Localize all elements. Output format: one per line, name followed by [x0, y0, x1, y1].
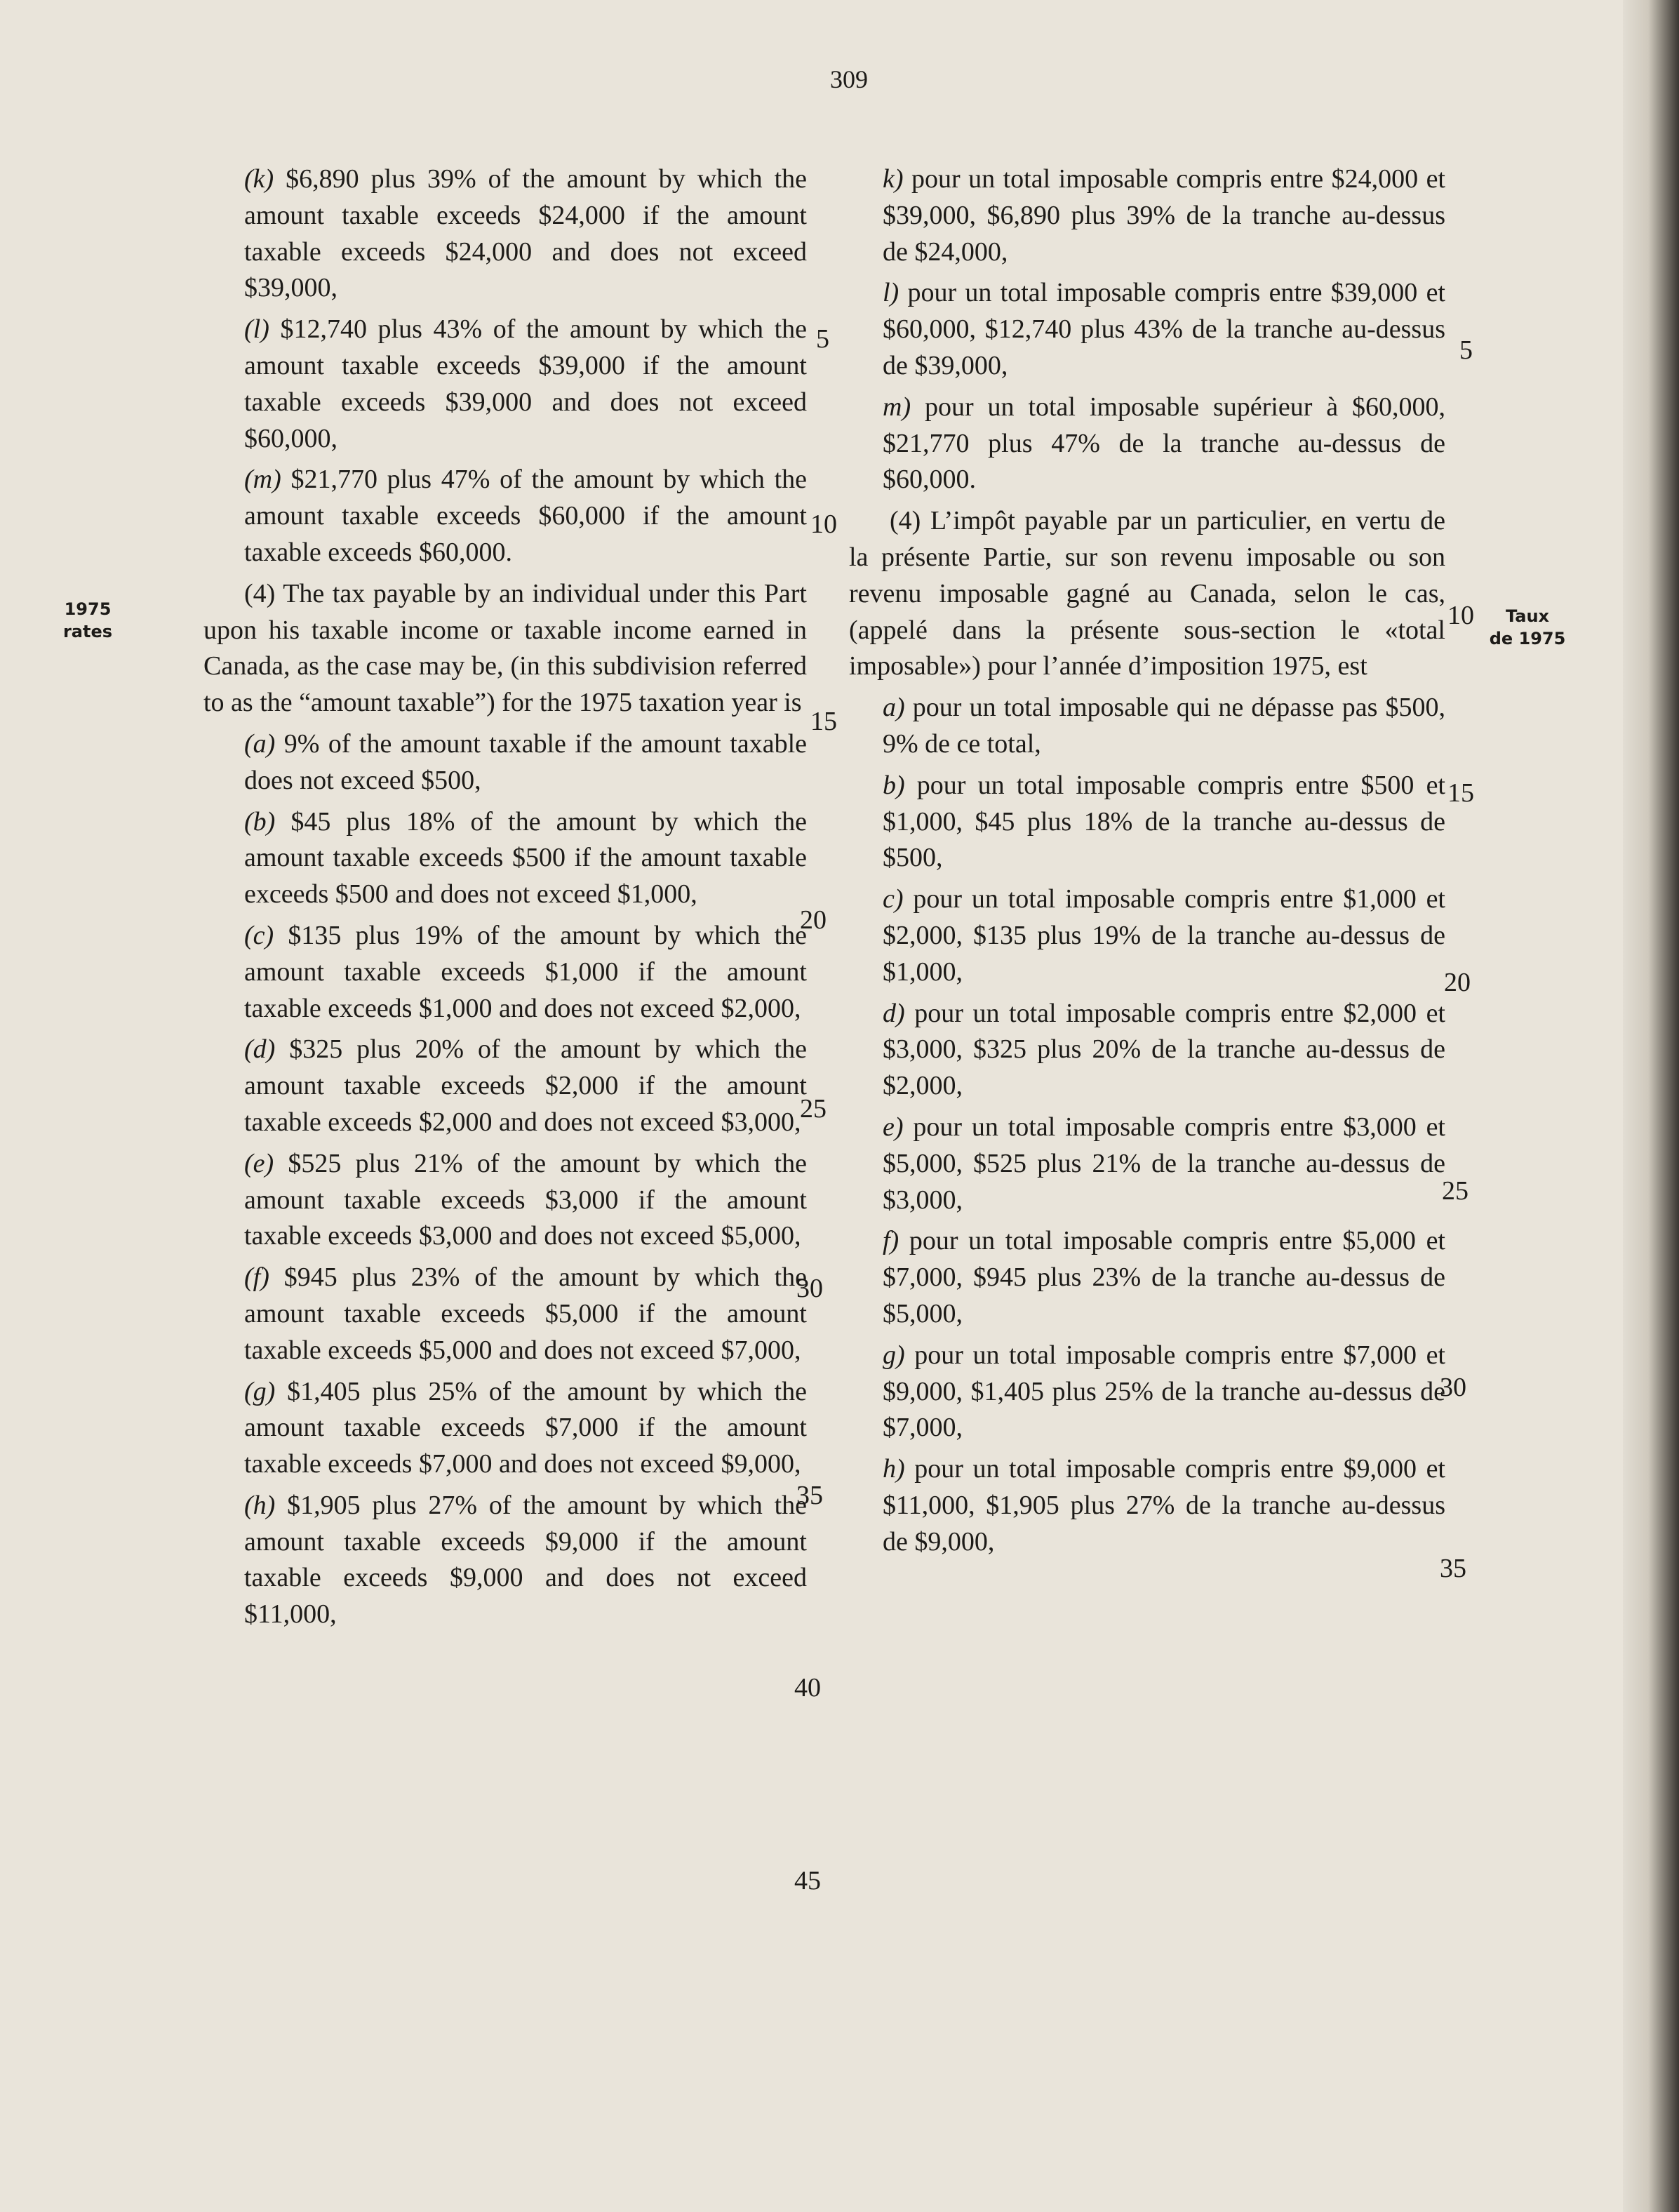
paragraph-text: pour un total imposable compris entre $7,000 et $9,000, $1,405 plus 25% de la tranche au-dessus de $7,000,	[883, 1340, 1445, 1443]
margin-note-line: rates	[62, 622, 113, 641]
paragraph-text: $45 plus 18% of the amount by which the amount taxable exceeds $500 if the amount taxable exceeds $500 and does not exceed $1,000,	[244, 806, 807, 910]
paragraph-label: a)	[883, 693, 905, 723]
english-column	[203, 161, 807, 1638]
paragraph-label: (f)	[244, 1262, 269, 1293]
paragraph-text: (4) The tax payable by an individual under this Part upon his taxable income or taxable income earned in Canada, as the case may be, (in this subdivision referred to as the “amount taxable”) for the 1975 taxation year is	[203, 578, 807, 718]
alinea-k	[883, 161, 1445, 270]
page-number: 309	[830, 65, 868, 93]
paragraph-label: (l)	[244, 314, 269, 345]
paragraph-text: $325 plus 20% of the amount by which the amount taxable exceeds $2,000 if the amount taxable exceeds $2,000 and does not exceed $3,000,	[244, 1034, 807, 1137]
paragraph-label: (m)	[244, 465, 281, 495]
paragraphe-4	[849, 503, 1445, 685]
line-number: 45	[794, 1866, 821, 1895]
paragraph-e	[244, 1146, 807, 1255]
line-number: 20	[800, 905, 827, 935]
paragraph-label: f)	[883, 1226, 899, 1256]
line-number: 15	[810, 707, 837, 736]
paragraph-text: $135 plus 19% of the amount by which the amount taxable exceeds $1,000 if the amount taxable exceeds $1,000 and does not exceed $2,000,	[244, 920, 807, 1023]
paragraph-g	[244, 1374, 807, 1483]
paragraph-label: d)	[883, 998, 905, 1028]
paragraph-h	[244, 1488, 807, 1633]
paragraph-label: c)	[883, 884, 904, 914]
paragraph-label: (k)	[244, 164, 274, 194]
paragraph-label: (e)	[244, 1148, 274, 1178]
paragraph-text: pour un total imposable compris entre $39,000 et $60,000, $12,740 plus 43% de la tranche au-dessus de $39,000,	[883, 278, 1445, 380]
alinea-m	[883, 389, 1445, 498]
line-number: 5	[816, 324, 829, 354]
paragraph-text: pour un total imposable compris entre $9,000 et $11,000, $1,905 plus 27% de la tranche au-dessus de $9,000,	[883, 1454, 1445, 1557]
paragraph-a	[244, 726, 807, 799]
paragraph-b	[244, 804, 807, 913]
paragraph-l	[244, 312, 807, 457]
alinea-f	[883, 1223, 1445, 1332]
paragraph-text: $21,770 plus 47% of the amount by which the amount taxable exceeds $60,000 if the amount taxable exceeds $60,000.	[244, 465, 807, 567]
margin-note-line: Taux	[1505, 606, 1550, 626]
line-number: 40	[794, 1673, 821, 1703]
alinea-d	[883, 996, 1445, 1105]
alinea-h	[883, 1451, 1445, 1560]
paragraph-text: pour un total imposable compris entre $3,000 et $5,000, $525 plus 21% de la tranche au-dessus de $3,000,	[883, 1112, 1445, 1215]
paragraph-text: $12,740 plus 43% of the amount by which the amount taxable exceeds $39,000 if the amount taxable exceeds $39,000 and does not exceed $60,000,	[244, 314, 807, 453]
paragraph-label: k)	[883, 164, 904, 194]
paragraph-text: pour un total imposable compris entre $1,000 et $2,000, $135 plus 19% de la tranche au-dessus de $1,000,	[883, 884, 1445, 987]
paragraph-label: (h)	[244, 1490, 276, 1520]
line-number: 25	[1442, 1176, 1469, 1206]
paragraph-label: e)	[883, 1112, 904, 1142]
paragraph-text: pour un total imposable compris entre $500 et $1,000, $45 plus 18% de la tranche au-dessus de $500,	[883, 770, 1445, 873]
subsection-4	[203, 576, 807, 721]
paragraph-label: l)	[883, 278, 899, 308]
paragraph-text: $1,405 plus 25% of the amount by which the amount taxable exceeds $7,000 if the amount taxable exceeds $7,000 and does not exceed $9,000,	[244, 1376, 807, 1479]
paragraph-label: m)	[883, 392, 911, 422]
line-number: 25	[800, 1094, 827, 1124]
margin-note-line: de 1975	[1489, 629, 1566, 648]
margin-note-french	[1482, 605, 1573, 650]
alinea-c	[883, 881, 1445, 990]
alinea-b	[883, 768, 1445, 877]
paragraph-text: pour un total imposable compris entre $5,000 et $7,000, $945 plus 23% de la tranche au-dessus de $5,000,	[883, 1226, 1445, 1328]
line-number: 35	[1440, 1554, 1466, 1583]
paragraph-text: pour un total imposable qui ne dépasse pas $500, 9% de ce total,	[883, 693, 1445, 759]
paragraph-text: (4) L’impôt payable par un particulier, en vertu de la présente Partie, sur son revenu imposable ou son revenu imposable gagné au Canada, selon le cas, (appelé dans la présente sous-section le «total imposable») pour l’année d’imposition 1975, est	[849, 506, 1445, 681]
paragraph-f	[244, 1260, 807, 1368]
paragraph-label: (c)	[244, 920, 274, 950]
paragraph-label: h)	[883, 1454, 905, 1484]
line-number: 10	[810, 509, 837, 539]
paragraph-text: $525 plus 21% of the amount by which the amount taxable exceeds $3,000 if the amount taxable exceeds $3,000 and does not exceed $5,000,	[244, 1148, 807, 1251]
paragraph-text: pour un total imposable compris entre $24,000 et $39,000, $6,890 plus 39% de la tranche au-dessus de $24,000,	[883, 164, 1445, 267]
line-number: 30	[796, 1274, 823, 1303]
paragraph-text: $945 plus 23% of the amount by which the amount taxable exceeds $5,000 if the amount taxable exceeds $5,000 and does not exceed $7,000,	[244, 1262, 807, 1365]
french-column	[849, 161, 1445, 1565]
line-number: 35	[796, 1481, 823, 1510]
paragraph-text: pour un total imposable supérieur à $60,000, $21,770 plus 47% de la tranche au-dessus de $60,000.	[883, 392, 1445, 495]
paragraph-text: 9% of the amount taxable if the amount taxable does not exceed $500,	[244, 728, 807, 795]
margin-note-english	[42, 598, 133, 643]
paragraph-label: (g)	[244, 1376, 276, 1406]
margin-note-line: 1975	[64, 599, 112, 619]
alinea-a	[883, 690, 1445, 763]
line-number: 5	[1459, 335, 1473, 365]
line-number: 30	[1440, 1373, 1466, 1402]
paragraph-m	[244, 462, 807, 571]
paragraph-text: $1,905 plus 27% of the amount by which the amount taxable exceeds $9,000 if the amount taxable exceeds $9,000 and does not exceed $11,000,	[244, 1490, 807, 1630]
line-number: 15	[1447, 778, 1474, 808]
paragraph-label: (d)	[244, 1034, 276, 1065]
page-edge-shadow	[1623, 0, 1679, 2212]
alinea-g	[883, 1338, 1445, 1446]
paragraph-label: (a)	[244, 728, 276, 759]
paragraph-k	[244, 161, 807, 307]
paragraph-label: (b)	[244, 806, 276, 837]
paragraph-label: g)	[883, 1340, 905, 1370]
alinea-l	[883, 275, 1445, 384]
paragraph-label: b)	[883, 770, 905, 800]
paragraph-c	[244, 918, 807, 1027]
line-number: 10	[1447, 601, 1474, 630]
paragraph-text: pour un total imposable compris entre $2,000 et $3,000, $325 plus 20% de la tranche au-dessus de $2,000,	[883, 998, 1445, 1101]
line-number: 20	[1444, 968, 1471, 997]
paragraph-d	[244, 1032, 807, 1140]
alinea-e	[883, 1110, 1445, 1218]
paragraph-text: $6,890 plus 39% of the amount by which the amount taxable exceeds $24,000 if the amount taxable exceeds $24,000 and does not exceed $39,000,	[244, 164, 807, 303]
